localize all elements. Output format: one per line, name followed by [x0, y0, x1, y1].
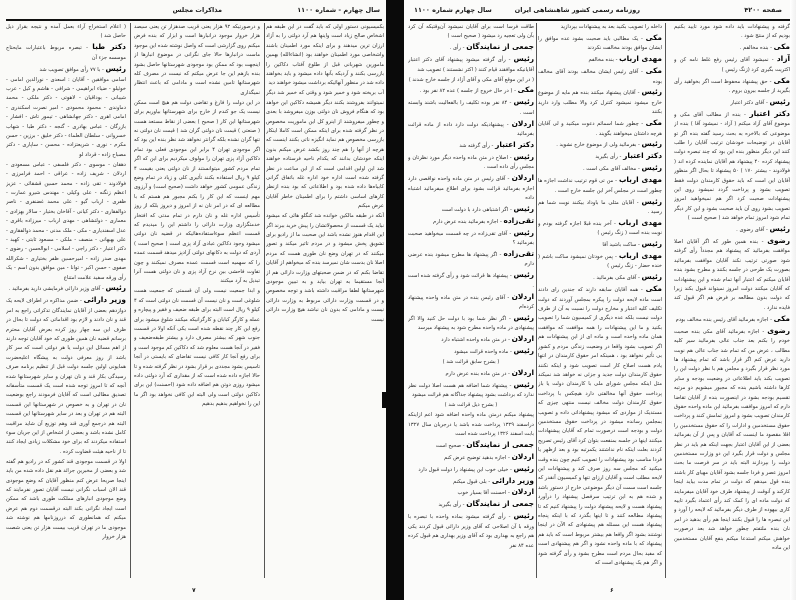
- speaker-name: رئیس: [513, 346, 534, 356]
- paragraph: [408, 249, 534, 270]
- paragraph-text: - همه آقایان سابقه دارند که جندین رای دادند است ماده لایحه دولت را پیکره بمجلس آوردند که دولت تکلیف کلیه اعتبار و مخارج دولت را نسبت به آن از طرف دولت نیست بلکه عده دیگری از کمیسیون شما را تصویب بکنید و ما این پیشنهادات را همه موافقت که موافقت همان ماده واحده است و ماده ای از این پیشنهادات هم اگر تصویب بشود واقعا در وضعیت زندگی مردم و کشور بی تأثیر نخواهد بود ، همینکه امر حقوق کارمندان در انتها یادم هست اصلاح کار است تصویب شود و اینکه نکنند حقوق کارمندان دولت جدید و جزئی نه خواهد شد نمیکند مثل اینکه مجلس شورای ملی با کارمندان دولت یا باز پرداخت حقوق آنها مخالفتی دارد هیچکس با پرداخت حقوق کارمندان دولت مخالف نیست منتهی چیزی که مستدیک از مواردی که میشود پیشنهاداتی داده و تصویب بمجلس رسانده میشود در پرداخت حقوق مستخدمین دولت و بودجه است درصورت تمام که آقایان پیشنهادات میکنند اینها در جلسه بمنفعت بتوان کرد آقای رئیس تصریح کردند بعلت اینکه نام نداشتند یکمرتبه بود و بعد ازظهر یا فردا مناسب بود پیشنهادات را تصویب کنیم چون بنده وقت میکنید که مجلس سه روز صرف کند و پیشنهادات این لایحه مطلب است و آقایان ارزای تنها و کمیسیون آنقدر که جلسه است سمت آن دیگر موضوعی خارج از دستور باشد و شده هم به این ترتیب سرفصل پیشنهاد را درآورد پیشنهاد هست و لایحه پیشنهاد دولت را پیشنهاد کنیم که تا پیشنهاد مطالعه کنند و تا اینها بگذرد که با اینکه پنجاه پیشنهاد هست این مسئله هم پیشنهادی که الآن در اینجا نوشتند بشود اگر واقعا هم بیشتر مربوط است که باید هم پیشنهاد که با ماده واحده نشود و اگر هم پیشنهادی است که مفید بحال مردم است مطرح بشود و رأی گرفته شود و اگر هم یک پیشنهادی است که: [538, 287, 662, 567]
- speaker-name: جمعی از نمایندگان: [466, 439, 534, 449]
- paragraph-text: - پیشنهادیکه دولت دارد داده از ماده قرائت بفرمائید: [408, 121, 534, 138]
- speaker-name: اردلان: [511, 173, 534, 183]
- left-column-2: [134, 23, 260, 580]
- paragraph-text: - آقای دکتر اعتبار: [730, 99, 768, 106]
- paragraph-text: - ساکت باشید آقا: [602, 242, 640, 249]
- paragraph-text: آنکه در طبقه مالکین خوانده شد کنگلو هائی که میشود نباید یک قسمت از محصولاتشان را پیش خرید ببرند اگر این اقدام هنوز نشده باشد این صحبت ما از رادیو برای تشویق پخش میشود و در مردم تاثیر میکند و تصور میکنند که در تهران وضع نان طوری هست که مردم اصلا نان بدست شان نمیرسد بنده که میخواهم از آقایان تقاضا بکنم که در ضمن صحبتهای وزارت دارائی هم از آنجا مستقیما به تهران بیاید و به تبیین موجودی شهرستانها لطفا مراقبت داشته باشد و توجه مخصوص و در قسمت وزارت دارائی مربوط به وزارت دارائی نیست و مادامی که بدون نان نباشد هیچ وزارت دارائی نیست: [266, 213, 384, 323]
- left-column-1: [266, 23, 384, 580]
- paragraph-text: - اجازه بفرمائید آقای مکی بنده صحبت خودم را بکنم بعد جناب عالی بفرمائید سیر کلیه مطالب ، عرض من که تمام شد جناب عالی هم نوبت دارید عرض کنم اگر قرار باشد که تمام پیشنهاد ها مورد نظر قرار بگیرد و مجلس هم با نظر دولت این را تصویب بکند باید اطلاعاتی در وضعیت بودجه و سایر کارها داشته باشیم بنده که مجبور میشویم دو مرتبه تقسیم بودجه بشود در اینصورت بنده از آقایان تقاضا دارم که امروز موافقت بفرمائید این ماده واحده حقوق کارمندان تصویب بشود و امروز تمامش کنند و پرداخت حقوق مستخدمین و ادارات را که حقوق مستخدمین را اقلا مقصود ما اینست که آقایان و پس از آن بفرمائید بعضی از این آقایان اعتبار بجهت اینکه هم باید در نظر مجلس و دولت قرار بگیرد این دو وزارت مستخدمین دولت را بپردازند البته باید در سر فرصت ما بحث امروز عصر و فردا جلسه بشود آقایان مهیای کار باشند بنده قول میدهم که دولت در تمام مدت بیاید اینجا کارکند و آنوقت از پیشنهاد طرف خود آقایان میفرمایند که دولت ماده ای را کمک کند رأی اعتماد بگیرد تاییه کاری بیهوده از طرف دیگر بفرمائید که لایحه را آورد و این تبصره ها را قبول بکنند اینجا هم رأی بدهید در امر نان بنده ملتفتم چطور خواهد شد بعد درصورت خواهش میکنم استدعا میکنم بنفع آقایان مستخدمین این ماده: [674, 328, 790, 552]
- speaker-name: اردلان: [511, 118, 534, 128]
- paragraph-text: - اگر نظر شما بود با دولت حل کنید والا اگر پیشنهادی در ماده واحده مطرح شود به پیشنهاد میرسد: [408, 315, 534, 332]
- paragraph: [134, 287, 260, 409]
- paragraph-text: - رأی بگیرید: [595, 154, 622, 161]
- paragraph: [408, 292, 534, 313]
- paragraph-text: اسامی موافقین - آقایان : اسعدی - نورالدین امامی - خوئیلو - ضیاء ابراهیمی - شرافی - هاشم و کیل - عرب شیبانی - بوداقیان - لاهوتی - دکتر ملکی - محمد دماوندی - محمود محمودی - امیر نصرت اسکندری - امامی اهری - دکتر جهانشاهی - تیمور تاش - افشار - بازرگان - عباس بهادری - گنجه - دکتر طبا - شهاب خسروانی - سلطان العلماء - دکتر خلیق - برزین - حسن مکرم - نوری - شریعتزاده - محسن - ساپاری - دکتر مصباح زاده - قرداد لو: [6, 76, 126, 158]
- paragraph-text: - در متن ماده واحده اشتباه دارد: [441, 337, 510, 344]
- paragraph-text: - بنده مخالفم .: [739, 45, 772, 52]
- speaker-name: وزیر دارائی: [83, 295, 126, 305]
- paragraph-text: - نمیشود آقای رئیس رفع غلط نامه کن و اکثریت بگیری کرد (زنگ رئیس ): [674, 57, 790, 73]
- paragraph-text: - آقای رئیس در متن ماده واحده نواقصی دارد اجازه بفرمائید قرائت بشود برای اطلاع میفرمائید اشتباه داده: [408, 176, 534, 201]
- paragraph-text: - رأی بگیرید: [438, 502, 465, 509]
- paragraph: [266, 212, 384, 325]
- paragraph-text: - من تی قوم ترتیب نداشت اجازه ها چطور است در مجلس آخر این جلسه خارج است .: [538, 178, 662, 194]
- speaker-name: رئیس: [513, 151, 534, 161]
- speaker-name: رئیس: [641, 239, 662, 249]
- paragraph: [408, 380, 534, 401]
- paragraph-text: - آقای رئیس ایشان مخالف بودند آقای مخالف بوده: [538, 69, 662, 85]
- right-column-1: [674, 23, 790, 580]
- paragraph-text: - پس خودتان نمیشود ساکت باشم ( خنده حضار - زنگ رئیس ): [538, 254, 662, 270]
- paragraph: [538, 118, 662, 139]
- left-page-header: [6, 4, 382, 18]
- paragraph-text: داخله را تصویب بکنید بعد به پیشنهادات بپردازید: [560, 24, 662, 30]
- paragraph-text: - در متن ماده بنده عرض دارم: [445, 371, 510, 377]
- paragraph-text: - آقای وزیر دارائی فرمایشی دارید بفرمائید .: [8, 286, 104, 293]
- paragraph: [538, 251, 662, 272]
- speaker-name: مکی: [645, 66, 662, 76]
- speaker-name: مهدی ارباب: [618, 251, 662, 261]
- speaker-name: رئیس: [513, 203, 534, 213]
- paragraph: [538, 218, 662, 239]
- paragraph: [408, 499, 534, 510]
- paragraph: [674, 54, 790, 75]
- paragraph: [408, 511, 534, 551]
- paragraph: [674, 109, 790, 224]
- paragraph-text: اولا در قسمت موجودی قند کشور که در رادیو هم گفته شد و بعضی از مخبرین جرائد هم نقل داده شده من باید اینجا صریحا عرض کنم منظور آقایان که وضع موجودی قند الان اسباب نگرانی نیست آقایان تصور نفرمایند که وضع موجودی انبارهای مملکت طوری باشد که ممکن است ایجاد نگرانی بکند البته درقسمت دوم هم عرض میکنم که همانطوری که درروزنامها هم نوشته شد موجودی ما در تهران قریب بیست هزار تن یعنی شصت هزار خروار: [6, 458, 126, 541]
- paragraph-text: ( اعلام استخراج آراء بعمل آمده و نتیجه بقرار ذیل حاصل شد ): [6, 24, 126, 40]
- paragraph: [538, 163, 662, 174]
- paragraph-text: و درصورتیکه ۹۲ هزار یعنی قریب صدهزار تن یعنی سیصد هزار خروار موجود درانبارها است و ابزار که بنده فرض میکنم روی گزارشی است که واصل نوشته شده این موجود ماست درانبارها حالا جای نگرانی در موضوع انبارها از اینجهت بود که ممکن بود موجودی شهرستانها حاصل بشود بنده بازهم این جا عرض میکنم که نیست در مصرف کله شهرستانها تامین نشده است و مادامی که باعث انتظار نمیگذاری: [134, 24, 260, 96]
- left-issue-label: سال چهارم - شماره ۱۱۰۰: [297, 6, 380, 14]
- paragraph-text: - بفرمائید ولی از موضوع خارج نشوید .: [556, 142, 640, 149]
- paragraph: [6, 23, 126, 42]
- speaker-name: دکتر اعتبار: [495, 139, 534, 149]
- paragraph: [6, 458, 126, 543]
- paragraph: [6, 161, 126, 283]
- paragraph: [408, 204, 534, 215]
- paragraph-text: - اگر پیشنهاد ها مطرح میشود بنده عرضی دارم: [408, 252, 534, 268]
- speaker-name: مکی: [773, 75, 790, 85]
- paragraph-text: - اجازه بفرمائید آقای رئیس بنده مخالف بودم: [675, 316, 772, 323]
- paragraph-text: دهقان - موسوی - دکتر فلسفی - عباس مسعودی - اردلان - شریف زاده - عراقی - احمد فرامرزی - فولادوند - تقی زاده - محمد حسین قشقائی - عزیز اعظم زنگنه - علی وکیلی - مهندس شیرو عمارت - ظفری - ارباب گیو - علی محمد غضنفری - ناصر ذوالفقاری - دکتر کیانی - آقاخان بختیار - سالار بهزادی - معماری - دولتشاهی - مهدی ارباب - میرزاده باقری - عدل اسفندیاری - مکی - ملک مدنی - محمد ذوالفقاری - علی بهبهانی - منصف - ملکی - مسعود ثابتی - کهبد - دکتر اعتبار - دکتر راجی - اسلامی - ابوالحسن - رضوی - مهدی صدر زاده - امیرحسین ظفر بختیاری - شکرالله صفوی - حسن اکبر - توانا - مین موافق بدون اسم - یک رأی ورقه سفید علامت امتناع: [6, 161, 126, 281]
- left-page-number: ۷: [192, 587, 196, 594]
- speaker-name: رئیس: [641, 87, 662, 97]
- paragraph-text: - آقای مکی بفرمائید .: [593, 275, 640, 282]
- paragraph-text: - رأی گرفته شد: [459, 142, 494, 149]
- paragraph: [538, 284, 662, 568]
- left-section-title: مذاکرات مجلس: [172, 6, 222, 14]
- paragraph-text: - آخر بنده قبلا اجازه گرفته بودم و نوبت بنده است ( زنگ رئیس ): [538, 220, 662, 237]
- paragraph-text: - آقای رضوی .: [736, 227, 768, 234]
- speaker-name: رئیس: [105, 63, 126, 73]
- speaker-name: جمعی از نمایندگان: [466, 499, 534, 509]
- paragraph-text: - اجازه بفرمائید بنده عرض دارم: [433, 218, 502, 225]
- paragraph-text: ( در این موقع آقای مکی و آقای آزاد از جلسه خارج شدند ): [408, 76, 534, 83]
- paragraph-text: - خیلی خوب این پیشنهاد را دولت قبول دارد: [418, 466, 512, 473]
- paragraph-text: - پیشنهاد شما اضافه هم هست اصلا دولت نظر ندارد که برداشت بشود پیشنهاد جداگانه هم قرائت میشود: [408, 382, 534, 399]
- right-header-rule: [410, 19, 790, 21]
- paragraph: [134, 99, 260, 287]
- speaker-name: رئیس: [513, 463, 534, 473]
- column-divider: [264, 23, 265, 578]
- speaker-name: رئیس: [769, 96, 790, 106]
- paragraph: [538, 151, 662, 162]
- paragraph-text: - حق پیشنهاد محفوظ است اگر بخواهید رأی بگیرید از جلسه بیرون بروم .: [674, 78, 790, 94]
- paragraph: [408, 228, 534, 249]
- paragraph: [408, 368, 534, 379]
- paragraph-text: ( بشرح سابق قرائت شد ): [442, 359, 500, 366]
- paragraph-text: - آقای رئیس بنده در متن ماده واحده پیشنهاد کرده‌ام: [408, 294, 534, 311]
- speaker-name: مکی: [645, 32, 662, 42]
- left-header-rule: [6, 19, 382, 21]
- paragraph-text: - بنده همین طور که اگر آقایان اصلا موافقت بفرمائید که پیشنهاد هم مجدداً رأی گرفته شود صورتی ترتیب نکند آقایان موافقت بفرمائید بصورت یک طرحی در جلسه بکنند و مطرح بشود بنده آقایان میکنم که اعتبار آنها تمام شده و این پیشنهادات که آقایان میکنند دولت امروز نمیتواند قبول بکند زیرا که دولت بدون مطالعه بر فرض هم اگر قبول کند فایده ندارد .: [674, 239, 790, 311]
- paragraph: [408, 358, 534, 367]
- speaker-name: دکتر اعتبار: [623, 151, 662, 161]
- column-divider: [536, 23, 537, 578]
- paragraph: [408, 216, 534, 227]
- paragraph: [674, 236, 790, 313]
- paragraph: [538, 54, 662, 65]
- page-gutter-notch: [382, 392, 392, 408]
- paragraph-text: بکمیسیونی دستور اولی که باید گفت در این طبقه هم اشخاص صالح زیاد است واینها هم آرد دولتی را به آزاد ارزان ترین میدهند و برای اینکه مورد اطمینان باشند واشخاصی مورد اطمینان خواهند بود (انشاءالله) بهمین مامورین شهربانی قبل از طلوع آفتاب دکاکین را بازرسی بکنند و آردیکه بآنها داده میشود و باید بخواهند داده شد در منظور آنهائیکه برداشت میشود خواهند دید: [266, 24, 384, 87]
- speaker-name: رئیس: [769, 224, 790, 234]
- paragraph-text: - ( در حال خروج از جلسه ) عده ۸۲ نفر بود .: [419, 88, 516, 95]
- speaker-name: تقی‌زاده: [503, 249, 534, 259]
- paragraph: [6, 64, 126, 75]
- paragraph-text: طاقت فرسا است برای آقایان نمیشود آن‌وقتیکه آن کرد بآن ولی تعجیه رد میشود ( صحیح است ): [408, 24, 534, 40]
- right-page-header: [410, 4, 790, 18]
- paragraph: [538, 175, 662, 196]
- speaker-name: مکی: [517, 85, 534, 95]
- paragraph: [408, 411, 534, 439]
- paragraph: [408, 54, 534, 75]
- right-column-3: [408, 23, 534, 580]
- paragraph: [408, 152, 534, 173]
- paragraph: [408, 313, 534, 334]
- speaker-name: مکی: [645, 118, 662, 128]
- paragraph-text: - آقایان مثلی ما باوداد بیکنند نوبت شما هم رسید .: [538, 199, 662, 215]
- publication-title: روزنامه رسمی کشور شاهنشاهی ایران: [514, 6, 640, 14]
- page-gutter: [386, 0, 406, 600]
- paragraph: [408, 97, 534, 118]
- speaker-name: اردلان: [511, 291, 534, 301]
- paragraph-text: - رأی گرفته میشود پیشنهاد آقای دکتر اعتبار آقایانیکه موافقند قیام کنند ( اکثر نشستند ) تصویب شد: [408, 57, 534, 73]
- left-page: [0, 0, 388, 600]
- speaker-name: وزیر دارائی: [491, 475, 534, 485]
- paragraph: [408, 334, 534, 345]
- paragraph-text: - اگر اشتباهی دارد با دولت است: [441, 206, 512, 213]
- paragraph: [408, 464, 534, 475]
- speaker-name: دکتر اعتبار: [749, 108, 790, 118]
- speaker-name: رئیس: [513, 312, 534, 322]
- paragraph: [538, 23, 662, 32]
- paragraph-text: - آقایان پیشنهاد میکنند بنده هم مایه از موضوع خارج میشود نمیشود کنترل کرد والا مطلب وارد دارید بکنند: [538, 90, 662, 116]
- speaker-name: رئیس: [513, 511, 534, 521]
- speaker-name: رئیس: [105, 283, 126, 293]
- paragraph: [408, 23, 534, 42]
- speaker-name: رئیس: [641, 139, 662, 149]
- paragraph: [674, 224, 790, 235]
- left-column-3: [6, 23, 126, 580]
- column-divider: [130, 23, 131, 578]
- paragraph: [408, 440, 534, 451]
- speaker-name: آزاد: [776, 54, 790, 64]
- speaker-name: تقی‌زاده: [503, 215, 534, 225]
- paragraph-text: - اصلاح در متن ماده واحده دیگر مورد نظرتان و مجلس رأی داده است .: [408, 154, 534, 171]
- speaker-name: رئیس: [641, 163, 662, 173]
- paragraph-text: - رأی گرفته میشود بماده واحده با تبصره با ورقه با آن اصلاحی که آقای وزیر دارائی قبول کردند یکی هم راجع به بهداری بود که آقای وزیر بهداری هم قبول کرده عده ۸۴ نفر: [408, 514, 534, 549]
- paragraph-text: - بنده مخالفم: [588, 57, 618, 64]
- speaker-name: رئیس: [513, 54, 534, 64]
- paragraph-text: پیشنهاد میکنم درمتن ماده واحده اضافه شود اعم ازاینکه دراسفند ۱۳۲۹ پرداخت شده باشد یا درجریان سال ۱۳۲۷ بابت اسفند ۱۳۲۶ پرداخت شده است: [408, 412, 534, 437]
- speaker-name: مهدی ارباب: [618, 217, 662, 227]
- speaker-name: مهدی ارباب: [618, 175, 662, 185]
- paragraph: [674, 326, 790, 554]
- speaker-name: دکتر طبا: [92, 42, 126, 52]
- paragraph-text: آب بریخته شود و خمیر شود و وقتی که خمیر شد دیگر نمیتوانند بفروشند بکنند دیگر همیشه دکاکین این خواهد بود که هنگام فروش نان دولتی بوزن میفروشد با بعدی و چطور میفروشند از اینرو کل این ماموریت مخصوص در نظر گرفته شده برای اینکه ممکن است کاملا اینکار بازرسی مخصوص هم نماید انگیزه ناتی بکنند اینست که هرچه از آنها را هم چند روز بکشد عرض میکنم بدون اینکه خودشان بدانند که یکدام ناحیه فرستاده خواهند شد این اولین اقدامی است که از این ساعت در نظر گرفته شده است اداره خود اداره غله باتفاق گرانی کابیاه‌ها داده شده بود و اطلاعاتی که بود بنده ازنظر کارهای اساسی داشتم را برای اطمینان خاطر آقایان عرض میکنم: [266, 90, 384, 210]
- speaker-name: رئیس: [513, 270, 534, 280]
- paragraph: [408, 119, 534, 140]
- paragraph-text: - چطور شما اسمائم دعوت میکنید و لی آقایان هرچه داشتان میخواهند بگویند .: [538, 121, 662, 137]
- speaker-name: مکی: [773, 313, 790, 323]
- paragraph-text: - بنده از مطالب آقای مکی و موضوع آقای آزاد میکنم ( آزاد - نمیشود آقا ) بنده از موضوعی که بالاخره به بحث رسید گفته بنده اگر تو آقایان در توضیحات خودشان ترتیب آقایان را طلب کنند این دیگر منظور بنده این بود که چند تبصره دولت پیشنهاد کرده ۴۰ پیشنهاد هم آقایان نماینده کرده اند ( فولادوند - بیشتر ۱۷۰ ) ۵۰ پیشنهاد تا بحال اگر منظور آقایان این است که باید حقوق کارمندان دولت فقط تصویب بشود و پرداخت گردد نمیشود روی این پیشنهادات صحبت کرد اگر هم نمیخواهید امروز تصویب بشود روی آن باید صحبت بشود و این کار دیگر تمام شود امروز تمام خواهد شد ( صحیح است ): [674, 111, 790, 222]
- paragraph-text: - ماده واحده قرائت میشود: [454, 349, 512, 356]
- paragraph: [408, 401, 534, 410]
- paragraph: [6, 295, 126, 457]
- paragraph-text: در این دولت را فارغ و تقاضی دولت هم هیچ است ممکن نیست یک جو کندم از خارج برای شهرستانها بیاوریم برای شهرستانها این کار ( صحیح ) بعضی از نقاط مستعد هست ( صنعتی ) قیمت نان دولتی گران شد ) قیمت نان دولتی نه تنها گران نشده بلکه گرانتر نخواهد شد نظر بنده این بود که اگر موجودی تهران ۴ برابر این موجودی فعلی بود تمام دکاکین آزاد پزی تهران را مولوف میکردیم برای این که اگر تمام مردم کشور میتوانستند از نان دولتی یعنی بقیمت ۴ کیلو ۹ ریال استفاده بکنند تأثیری کلی و زیاد در تمام وضع زندگی عمومی کشور خواهد داشت (صحیح است) و آرزوی مهم اینست که این کار را بکنم مجبور هم هستم که با مطالعه ای که در امر نان نه از امروز و دیروز بلکه از روز تأسیس اداره غله و نان دارم در تمام مدتی که افتخار خدمتگزاری وزارت دارائی را داشتم این را میدیدم که قسمت اعظم سوءاستفاده‌هائیکه در قضیه نان دولتی میشود وجود دکاکین عبادی آزاد پزی است ( صحیح است ) آردی که دولت به دکانهای دولتی آزادپز میدهد قسمت عمده را که سهمیه است قسمت عمده مصرف نمیکنند و چون تفاوت فاحشی بین نرخ آزاد پزی و نان دولتی هست آنرا تبدیل به آرد میکنند: [134, 99, 260, 285]
- speaker-name: رئیس: [513, 227, 534, 237]
- paragraph: [538, 66, 662, 87]
- speaker-name: رئیس: [641, 196, 662, 206]
- paragraph: [538, 239, 662, 250]
- paragraph: [408, 173, 534, 203]
- paragraph-text: - یک مطالبی باید صحبت بشود عده موافق را ایشان موافق بودند مخالفت نکردند: [538, 35, 662, 52]
- paragraph-text: - ضمن مذاکره در اطراف لایحه یک دوازدهم بعضی از آقایان نمایندگان تذکراتی راجع به امر قند و نان دادند و لازم بود اقداماتی که دولت تا بحال در ظرف این سه چهار روز کرده بعرض آقایان محترم برسانم قضیه نان همین طوری که خود آقایان توجه دارند از اهم مسائل این دولت یا هر دولتی است که سر کار باشد از روز معرفی دولت به پیشگاه اعلیحضرت همایونی اولین جلسه دولت قبل از تنظیم برنامه صرف رسیدگی بکار قند و نان تهران و سایر شهرستانها شده آنچه که تا امروز توجه شده است یک قسمت متأسفانه تصدیق مطالبی است که آقایان فرمودند راجع بوضعیت نان در تهران و به خصوص در شهرستانها این قسمت البته هم در تهران و بعد در سایر شهرستانها این قسمت البته هم درجمع آوری قند وهم توزیع آن شاید مراقبت کامل نشده باشد و بعضی از اشخاص از این جریان سوء استفاده میکردند که برای خود مشکلات زیادی ایجاد کنند تا از ناحیه هیئت قضاوت کرده .: [6, 298, 126, 455]
- speaker-name: رئیس: [513, 379, 534, 389]
- paragraph-text: گرفته و پیشنهادات باید داده شود مورد تایید بکنیم بودیم که از منتج شود .: [674, 24, 790, 40]
- paragraph: [6, 42, 126, 63]
- paragraph: [408, 140, 534, 151]
- right-issue-label: سال چهارم شماره ۱۱۰۰: [414, 6, 492, 14]
- right-page-number: ۶: [610, 587, 614, 594]
- paragraph-text: - با ۷۷ رأی موافق تصویب شد: [39, 66, 104, 73]
- paragraph: [674, 23, 790, 42]
- paragraph: [538, 272, 662, 283]
- paragraph: [674, 97, 790, 108]
- paragraph: [266, 23, 384, 89]
- paragraph: [408, 270, 534, 291]
- paragraph: [134, 23, 260, 98]
- speaker-name: اردلان: [511, 451, 534, 461]
- paragraph-text: - مخالف آقای مکی است .: [583, 166, 640, 173]
- speaker-name: رضوی: [767, 325, 790, 335]
- speaker-name: جمعی از نمایندگان: [466, 42, 534, 52]
- paragraph: [408, 452, 534, 463]
- speaker-name: مکی: [773, 42, 790, 52]
- paragraph-text: - صحیح است: [435, 442, 465, 449]
- paragraph: [538, 197, 662, 218]
- speaker-name: مهدی ارباب: [619, 54, 662, 64]
- paragraph-text: - رأی .: [449, 45, 465, 52]
- right-page-label: صفحه ۴۲۰۰: [744, 6, 782, 14]
- paragraph: [408, 76, 534, 85]
- paragraph-text: و ابدا جمعیت نیست ولی آن قسمتی که جمعیت هست شلوغی است و نان نیست آن قسمت نان دولتی است که ۴ کیلو ۹ ریال است البته برای طبقه ضعیف و فقیر و پیچاره و عمله و کارگر کبابان و کارگرانیکه میکنند شلوغ میشود برای رفع این کار چند نقطه شده است یکی آنکه اولا در قسمت جنوب شهر که بیشتر مصرف دارد و بیشتر طبقه‌ضعیف و فقیر در آنجا هست معلوم شد که دکاکین کم موجود است و برای رفع آنجا کار کافی نیست تقاضای که بایستی در آنجا تاسیس بشود مجددی بر قرار بشود در نظر گرفته شده و تا حالا اجازه داده شده است که از مقداری که آرد دولتی داده میشود روزی دوتن هم اضافه داده شود (احسنت) این برای دکاکین دولتی است ولی البته این کافی نخواهد بود اگر ما این را نخواهیم بدهیم بدهیم: [134, 288, 260, 408]
- paragraph: [538, 139, 662, 150]
- paragraph-text: - تبصره مربوط باعتبارات مایحتاج موسسه جزء آن: [6, 45, 126, 61]
- paragraph-text: ( بشرح ذیل قرائت شد ): [444, 402, 498, 409]
- speaker-name: اردلان: [511, 368, 534, 377]
- paragraph: [408, 42, 534, 53]
- paragraph: [408, 476, 534, 487]
- right-page: [404, 0, 796, 600]
- speaker-name: اردلان: [511, 334, 534, 344]
- speaker-name: رضوی: [767, 236, 790, 246]
- paragraph: [266, 89, 384, 211]
- speaker-name: رئیس: [513, 97, 534, 107]
- right-column-2: [538, 23, 662, 580]
- paragraph: [674, 314, 790, 325]
- paragraph: [408, 487, 534, 498]
- column-divider: [665, 23, 666, 578]
- paragraph-text: - پیشنهاد ها قرائت شود و رأی گرفته شده است .: [408, 273, 534, 289]
- paragraph: [538, 33, 662, 54]
- scan-edge: [790, 0, 796, 600]
- paragraph: [408, 85, 534, 96]
- paragraph: [674, 42, 790, 53]
- paragraph-text: - اجازه بدهید توضیح عرض کنم: [444, 454, 510, 461]
- paragraph: [538, 87, 662, 117]
- speaker-name: اردلان: [511, 487, 534, 497]
- paragraph: [6, 283, 126, 294]
- speaker-name: رئیس: [641, 272, 662, 282]
- paragraph-text: - ۸۴ نفر بوده تکلیف را بالفعالیت باشند وابسته است .: [408, 100, 534, 116]
- paragraph-text: - آقای تقی‌زاده در چه قسمت میخواهید صحبت بفرمائید ؟: [408, 230, 534, 247]
- paragraph: [674, 76, 790, 97]
- paragraph-text: - بلی قبول میکنم: [453, 478, 491, 485]
- speaker-name: مکی: [645, 284, 662, 294]
- paragraph: [6, 76, 126, 161]
- paragraph-text: - احسنت آقا بسیار خوب: [457, 490, 510, 497]
- paragraph: [408, 346, 534, 357]
